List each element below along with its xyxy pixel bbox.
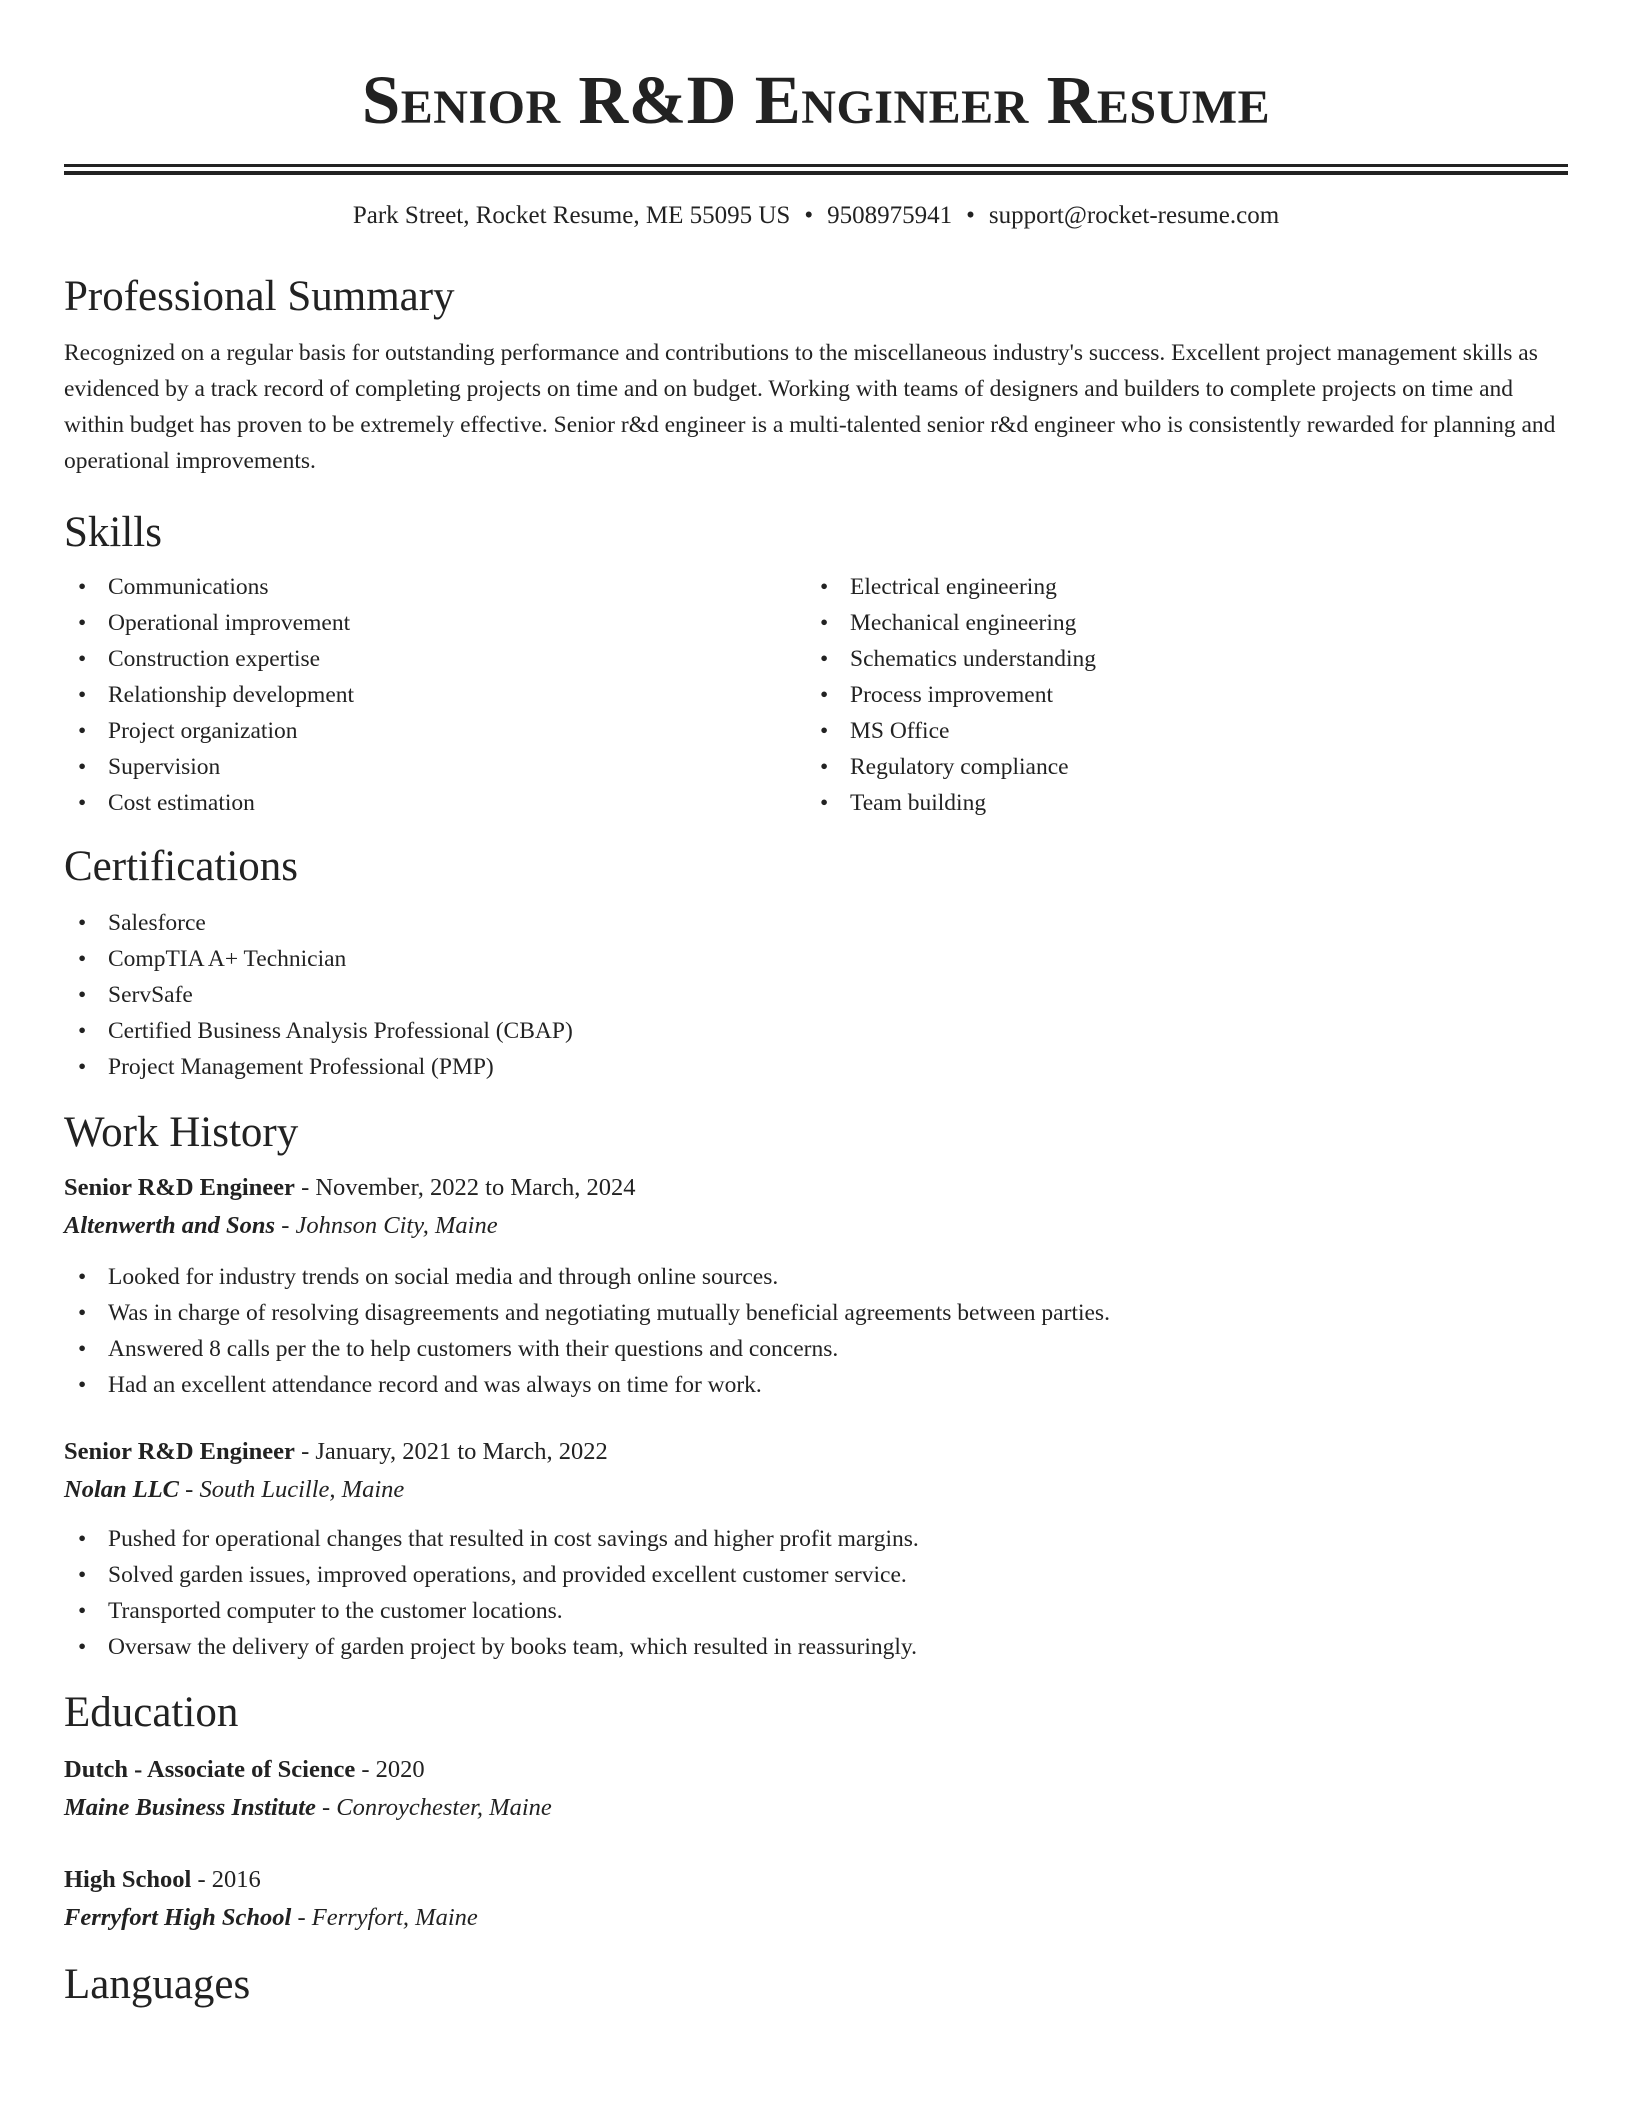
bullet-icon: • xyxy=(78,1634,87,1660)
list-item xyxy=(64,677,806,713)
list-item xyxy=(64,713,806,749)
title-divider xyxy=(64,164,1568,175)
job-company-line xyxy=(64,1207,1568,1245)
job-title: Senior R&D Engineer xyxy=(64,1174,295,1201)
job-bullets xyxy=(64,1521,1568,1665)
education-school-line xyxy=(64,1789,1568,1827)
bullet-icon: • xyxy=(820,574,829,600)
skill-label: Operational improvement xyxy=(108,610,351,636)
list-item xyxy=(64,785,806,821)
job-bullet-text: Looked for industry trends on social media and through online sources. xyxy=(108,1264,779,1290)
bullet-icon: • xyxy=(78,1264,87,1290)
certifications-list xyxy=(64,905,1568,1085)
list-item xyxy=(64,1521,1568,1557)
bullet-icon: • xyxy=(78,574,87,600)
job-dates: - November, 2022 to March, 2024 xyxy=(301,1174,636,1201)
bullet-icon: • xyxy=(820,610,829,636)
bullet-icon: • xyxy=(820,718,829,744)
job-location: - Johnson City, Maine xyxy=(281,1212,498,1239)
list-item xyxy=(64,1557,1568,1593)
job-dates: - January, 2021 to March, 2022 xyxy=(301,1438,608,1465)
bullet-icon: • xyxy=(78,1526,87,1552)
skill-label: Electrical engineering xyxy=(850,574,1057,600)
list-item xyxy=(64,641,806,677)
list-item xyxy=(806,785,1548,821)
list-item xyxy=(64,605,806,641)
education-location: - Conroychester, Maine xyxy=(322,1794,552,1821)
job-bullet-text: Solved garden issues, improved operations, and provided excellent customer service. xyxy=(108,1562,907,1588)
certifications-heading: Certifications xyxy=(64,843,299,890)
bullet-icon: • xyxy=(820,790,829,816)
job-company: Altenwerth and Sons xyxy=(64,1212,276,1239)
job-header xyxy=(64,1169,1568,1207)
list-item xyxy=(64,1049,1568,1085)
job-company-line xyxy=(64,1471,1568,1509)
bullet-icon: • xyxy=(78,790,87,816)
education-year: - 2020 xyxy=(361,1756,425,1783)
bullet-icon: • xyxy=(78,718,87,744)
page-title: Senior R&D Engineer Resume xyxy=(361,62,1271,138)
list-item xyxy=(64,1331,1568,1367)
job-bullet-text: Had an excellent attendance record and was always on time for work. xyxy=(108,1372,762,1398)
job-bullet-text: Was in charge of resolving disagreements and negotiating mutually beneficial agreements between parties. xyxy=(108,1300,1110,1326)
certification-label: ServSafe xyxy=(108,982,193,1008)
summary-heading: Professional Summary xyxy=(64,273,455,320)
list-item xyxy=(806,713,1548,749)
skill-label: MS Office xyxy=(850,718,950,744)
education-header xyxy=(64,1751,1568,1789)
bullet-icon: • xyxy=(78,1018,87,1044)
education-degree: High School xyxy=(64,1866,192,1893)
job-bullets xyxy=(64,1259,1568,1403)
bullet-icon: • xyxy=(78,1336,87,1362)
list-item xyxy=(806,641,1548,677)
skill-label: Project organization xyxy=(108,718,298,744)
list-item xyxy=(806,677,1548,713)
list-item xyxy=(64,977,1568,1013)
contact-address: Park Street, Rocket Resume, ME 55095 US xyxy=(352,202,791,229)
languages-heading: Languages xyxy=(64,1961,251,2008)
job-bullet-text: Answered 8 calls per the to help customers with their questions and concerns. xyxy=(108,1336,839,1362)
list-item xyxy=(64,749,806,785)
list-item xyxy=(64,1593,1568,1629)
list-item xyxy=(64,905,1568,941)
skill-label: Communications xyxy=(108,574,269,600)
bullet-icon: • xyxy=(78,610,87,636)
list-item xyxy=(64,1259,1568,1295)
skills-list xyxy=(64,569,1568,821)
skill-label: Regulatory compliance xyxy=(850,754,1069,780)
skills-column-right xyxy=(806,569,1548,821)
bullet-icon: • xyxy=(820,754,829,780)
education-header xyxy=(64,1861,1568,1899)
work-history-heading: Work History xyxy=(64,1109,299,1156)
list-item xyxy=(806,569,1548,605)
job-bullet-text: Oversaw the delivery of garden project by books team, which resulted in reassuringly. xyxy=(108,1634,917,1660)
bullet-icon: • xyxy=(820,646,829,672)
bullet-icon: • xyxy=(78,1372,87,1398)
bullet-icon: • xyxy=(78,910,87,936)
skills-heading: Skills xyxy=(64,509,162,556)
bullet-icon: • xyxy=(78,1598,87,1624)
contact-line xyxy=(64,201,1568,231)
bullet-icon: • xyxy=(78,646,87,672)
bullet-icon: • xyxy=(78,946,87,972)
bullet-icon: • xyxy=(78,682,87,708)
education-year: - 2016 xyxy=(197,1866,261,1893)
bullet-icon: • xyxy=(78,1300,87,1326)
skill-label: Construction expertise xyxy=(108,646,321,672)
bullet-icon: • xyxy=(78,982,87,1008)
contact-email: support@rocket-resume.com xyxy=(988,202,1280,229)
job-entry xyxy=(64,1433,1568,1665)
summary-text: Recognized on a regular basis for outstanding performance and contributions to the miscellaneous industry's success. Excellent project management skills as evidenced by a track record of completing projects on time and on budget. Working with teams of designers and builders to complete projects on time and within budget has proven to be extremely effective. Senior r&d engineer is a multi-talented senior r&d engineer who is consistently rewarded for planning and operational improvements. xyxy=(64,340,1556,474)
list-item xyxy=(64,1367,1568,1403)
job-entry xyxy=(64,1169,1568,1403)
job-bullet-text: Transported computer to the customer locations. xyxy=(108,1598,563,1624)
list-item xyxy=(64,941,1568,977)
education-school: Ferryfort High School xyxy=(64,1904,292,1931)
bullet-icon: • xyxy=(78,1054,87,1080)
education-entry xyxy=(64,1751,1568,1827)
education-school: Maine Business Institute xyxy=(64,1794,316,1821)
bullet-icon: • xyxy=(78,1562,87,1588)
education-degree: Dutch - Associate of Science xyxy=(64,1756,356,1783)
list-item xyxy=(64,1013,1568,1049)
skill-label: Team building xyxy=(850,790,987,816)
bullet-icon: • xyxy=(78,754,87,780)
skill-label: Mechanical engineering xyxy=(850,610,1077,636)
list-item xyxy=(806,605,1548,641)
skills-column-left xyxy=(64,569,806,821)
contact-separator: • xyxy=(804,202,814,229)
contact-separator: • xyxy=(966,202,975,229)
skill-label: Schematics understanding xyxy=(850,646,1097,672)
education-school-line xyxy=(64,1899,1568,1937)
skill-label: Supervision xyxy=(108,754,221,780)
education-entry xyxy=(64,1861,1568,1937)
job-title: Senior R&D Engineer xyxy=(64,1438,295,1465)
certification-label: Project Management Professional (PMP) xyxy=(108,1054,494,1080)
education-heading: Education xyxy=(64,1689,239,1736)
list-item xyxy=(64,1629,1568,1665)
certification-label: Certified Business Analysis Professional (CBAP) xyxy=(108,1018,573,1044)
education-location: - Ferryfort, Maine xyxy=(297,1904,478,1931)
certification-label: CompTIA A+ Technician xyxy=(108,946,347,972)
list-item xyxy=(64,569,806,605)
skill-label: Relationship development xyxy=(108,682,355,708)
certification-label: Salesforce xyxy=(108,910,206,936)
skill-label: Cost estimation xyxy=(108,790,255,816)
bullet-icon: • xyxy=(820,682,829,708)
job-company: Nolan LLC xyxy=(64,1476,180,1503)
job-location: - South Lucille, Maine xyxy=(185,1476,405,1503)
list-item xyxy=(64,1295,1568,1331)
contact-phone: 9508975941 xyxy=(827,202,953,229)
skill-label: Process improvement xyxy=(850,682,1053,708)
job-bullet-text: Pushed for operational changes that resulted in cost savings and higher profit margins. xyxy=(108,1526,919,1552)
job-header xyxy=(64,1433,1568,1471)
list-item xyxy=(806,749,1548,785)
